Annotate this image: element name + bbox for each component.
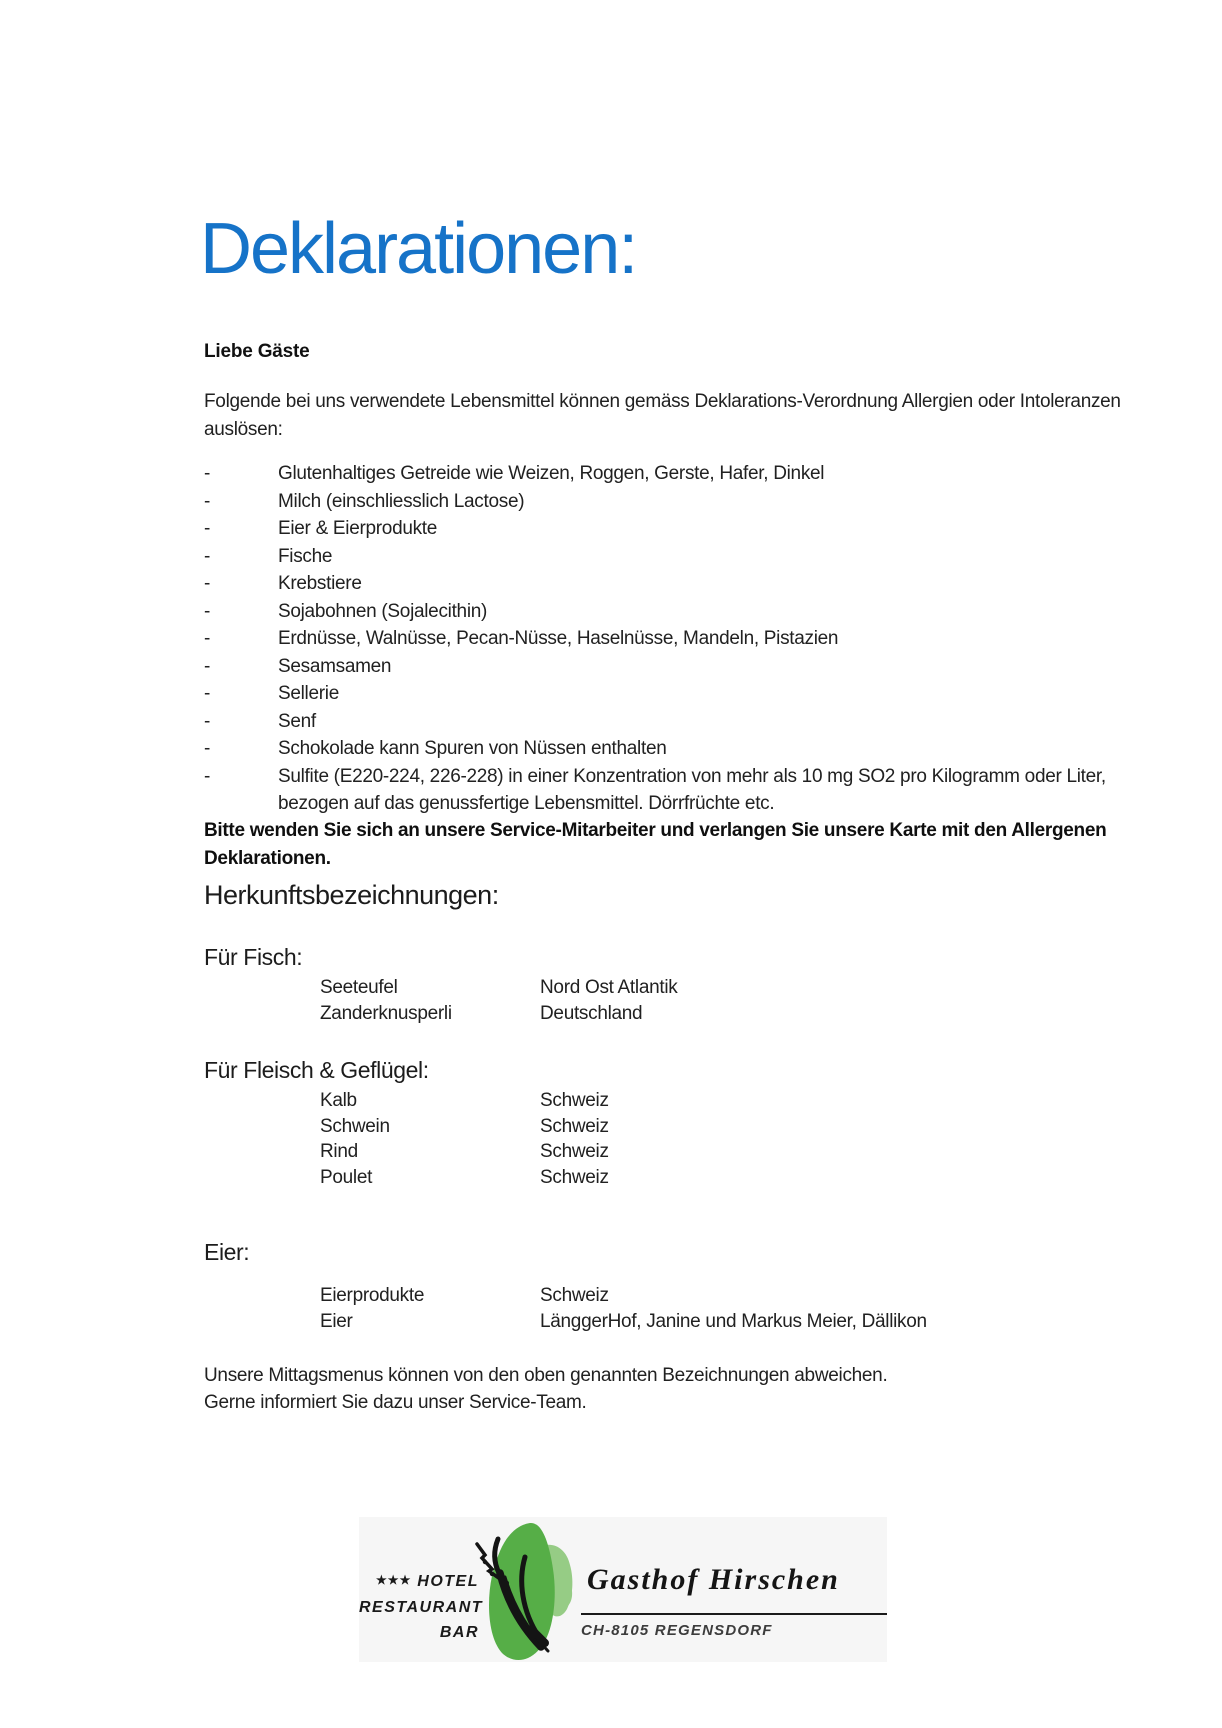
section-eier-rows <box>204 1283 1154 1334</box>
page-title: Deklarationen: <box>200 209 637 289</box>
section-eier <box>204 1237 1154 1334</box>
origin-label: Rind <box>320 1141 358 1162</box>
origin-label: Eierprodukte <box>320 1285 425 1306</box>
origin-row <box>204 1088 1154 1114</box>
logo-restaurant-label: RESTAURANT <box>359 1599 484 1616</box>
origin-label: Zanderknusperli <box>320 1002 452 1024</box>
origin-value: Schweiz <box>540 1115 609 1137</box>
origin-label: Schwein <box>320 1115 390 1137</box>
logo-divider <box>581 1613 887 1615</box>
logo-hotel-line <box>359 1569 479 1595</box>
allergen-item <box>204 543 1154 571</box>
origin-value: Schweiz <box>540 1285 609 1306</box>
origin-heading: Herkunftsbezeichnungen: <box>204 880 499 910</box>
origin-value: Nord Ost Atlantik <box>540 977 678 998</box>
origin-value: LänggerHof, Janine und Markus Meier, Dällikon <box>540 1310 927 1332</box>
allergen-item <box>204 488 1154 516</box>
origin-row <box>204 1001 1154 1027</box>
allergen-item <box>204 763 1154 818</box>
origin-label: Poulet <box>320 1166 373 1188</box>
allergen-text: Erdnüsse, Walnüsse, Pecan-Nüsse, Haselnüsse, Mandeln, Pistazien <box>278 628 839 649</box>
section-fisch-rows <box>204 975 1154 1026</box>
service-notice <box>204 817 1154 872</box>
origin-row <box>204 1114 1154 1140</box>
allergen-text: Sellerie <box>278 683 339 704</box>
allergen-item <box>204 735 1154 763</box>
allergen-item <box>204 680 1154 708</box>
bullet-dash: - <box>204 600 211 622</box>
allergen-item <box>204 515 1154 543</box>
allergen-item <box>204 570 1154 598</box>
bullet-dash: - <box>204 683 211 704</box>
allergen-text: Milch (einschliesslich Lactose) <box>278 490 525 512</box>
bullet-dash: - <box>204 655 211 677</box>
allergen-text: Eier & Eierprodukte <box>278 518 438 539</box>
hotel-logo <box>359 1517 887 1662</box>
intro-paragraph <box>204 388 1144 443</box>
origin-label: Eier <box>320 1310 353 1332</box>
bullet-dash: - <box>204 573 211 594</box>
allergen-text: Krebstiere <box>278 573 362 594</box>
allergen-text: Sojabohnen (Sojalecithin) <box>278 600 488 622</box>
allergen-text: Glutenhaltiges Getreide wie Weizen, Roggen, Gerste, Hafer, Dinkel <box>278 463 825 484</box>
section-fleisch-gefluegel <box>204 1055 1154 1190</box>
allergen-item <box>204 625 1154 653</box>
allergen-text: Sulfite (E220-224, 226-228) in einer Konzentration von mehr als 10 mg SO2 pro Kilogramm oder Liter, bezogen auf das genussfertige Lebensmittel. Dörrfrüchte etc. <box>278 765 1106 814</box>
section-fisch-heading: Für Fisch: <box>204 944 303 970</box>
logo-name: Gasthof Hirschen <box>587 1563 840 1596</box>
bullet-dash: - <box>204 490 211 512</box>
allergen-item <box>204 460 1154 488</box>
stars-icon: ★★★ <box>376 1573 412 1587</box>
footer-line: Gerne informiert Sie dazu unser Service-Team. <box>204 1392 587 1413</box>
allergen-item <box>204 598 1154 626</box>
logo-address: CH-8105 REGENSDORF <box>581 1622 773 1639</box>
bullet-dash: - <box>204 738 211 759</box>
footer-note <box>204 1362 887 1416</box>
origin-label: Seeteufel <box>320 977 398 998</box>
bullet-dash: - <box>204 545 211 567</box>
origin-value: Schweiz <box>540 1166 609 1188</box>
intro-line: Folgende bei uns verwendete Lebensmittel können gemäss Deklarations-Verordnung Allergien oder Intoleranzen <box>204 391 1121 412</box>
allergen-item <box>204 708 1154 736</box>
origin-value: Deutschland <box>540 1002 643 1024</box>
origin-row <box>204 975 1154 1001</box>
section-fleisch-heading: Für Fleisch & Geflügel: <box>204 1057 429 1083</box>
bullet-dash: - <box>204 710 211 732</box>
allergen-text: Fische <box>278 545 333 567</box>
allergen-list <box>204 460 1154 818</box>
allergen-text: Schokolade kann Spuren von Nüssen enthalten <box>278 738 667 759</box>
logo-hotel-label: HOTEL <box>417 1573 479 1590</box>
origin-row <box>204 1309 1154 1335</box>
origin-row <box>204 1139 1154 1165</box>
bullet-dash: - <box>204 518 211 539</box>
bullet-dash: - <box>204 463 211 484</box>
bullet-dash: - <box>204 765 211 787</box>
allergen-item <box>204 653 1154 681</box>
allergen-text: Sesamsamen <box>278 655 392 677</box>
intro-line: auslösen: <box>204 418 283 440</box>
origin-value: Schweiz <box>540 1141 609 1162</box>
allergen-text: Senf <box>278 710 316 732</box>
section-fisch <box>204 942 1154 1026</box>
logo-bar-label: BAR <box>439 1624 479 1641</box>
logo-left-block <box>359 1569 484 1645</box>
origin-row <box>204 1283 1154 1309</box>
origin-row <box>204 1165 1154 1191</box>
section-fleisch-rows <box>204 1088 1154 1190</box>
origin-value: Schweiz <box>540 1090 609 1111</box>
notice-line: Bitte wenden Sie sich an unsere Service-Mitarbeiter und verlangen Sie unsere Karte mit den Allergenen <box>204 820 1107 841</box>
origin-label: Kalb <box>320 1090 357 1111</box>
section-eier-heading: Eier: <box>204 1239 250 1265</box>
bullet-dash: - <box>204 628 211 649</box>
notice-line: Deklarationen. <box>204 847 331 869</box>
greeting: Liebe Gäste <box>204 341 310 362</box>
footer-line: Unsere Mittagsmenus können von den oben genannten Bezeichnungen abweichen. <box>204 1365 888 1386</box>
